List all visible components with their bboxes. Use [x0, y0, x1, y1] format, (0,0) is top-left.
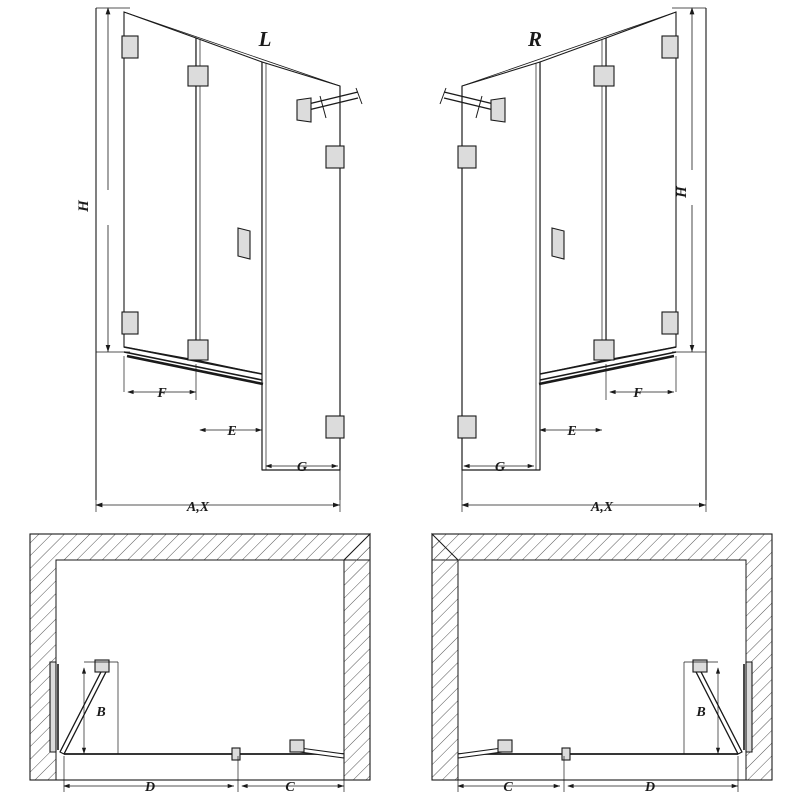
label-panel-f-right: F	[633, 386, 643, 401]
label-depth-b-right: B	[696, 705, 706, 720]
label-panel-f-left: F	[157, 386, 167, 401]
label-handing-right: R	[527, 27, 543, 51]
label-depth-b-left: B	[96, 705, 106, 720]
label-panel-g-right: G	[494, 460, 506, 475]
label-panel-e-left: E	[227, 424, 237, 439]
label-dim-d-left: D	[144, 780, 156, 795]
label-height-left: H	[76, 200, 92, 212]
plan-view-left	[30, 534, 370, 792]
label-dim-d-right: D	[644, 780, 656, 795]
label-width-left: A,X	[186, 500, 210, 515]
label-handing-left: L	[258, 27, 272, 51]
label-panel-g-left: G	[296, 460, 308, 475]
label-width-right: A,X	[590, 500, 614, 515]
label-panel-e-right: E	[567, 424, 577, 439]
label-dim-c-right: C	[503, 780, 513, 795]
label-dim-c-left: C	[285, 780, 295, 795]
label-height-right: H	[674, 186, 690, 198]
plan-view-right	[432, 534, 772, 792]
